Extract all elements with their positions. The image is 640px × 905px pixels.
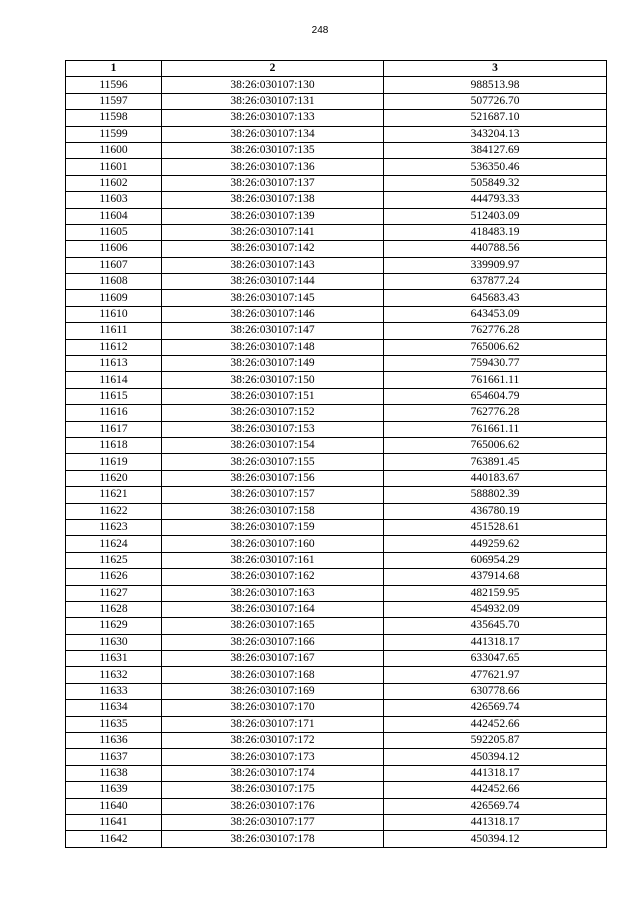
table-cell: 11613 [66, 356, 162, 372]
table-cell: 988513.98 [384, 77, 607, 93]
table-row [66, 601, 607, 617]
table-row [66, 503, 607, 519]
table-row [66, 519, 607, 535]
table-cell: 444793.33 [384, 192, 607, 208]
table-cell: 442452.66 [384, 716, 607, 732]
table-cell: 435645.70 [384, 618, 607, 634]
table-cell: 11619 [66, 454, 162, 470]
table-cell: 11614 [66, 372, 162, 388]
table-cell: 763891.45 [384, 454, 607, 470]
table-cell: 11632 [66, 667, 162, 683]
table-row [66, 339, 607, 355]
table-cell: 441318.17 [384, 814, 607, 830]
table-body [66, 77, 607, 847]
table-cell: 521687.10 [384, 110, 607, 126]
column-header: 2 [162, 61, 384, 77]
table-cell: 11608 [66, 274, 162, 290]
table-cell: 11636 [66, 733, 162, 749]
table-cell: 11611 [66, 323, 162, 339]
table-cell: 11615 [66, 388, 162, 404]
table-cell: 38:26:030107:138 [162, 192, 384, 208]
table-row [66, 421, 607, 437]
table-row [66, 618, 607, 634]
table-cell: 436780.19 [384, 503, 607, 519]
table-row [66, 569, 607, 585]
table-row [66, 831, 607, 847]
table-cell: 38:26:030107:162 [162, 569, 384, 585]
table-cell: 38:26:030107:175 [162, 782, 384, 798]
table-cell: 536350.46 [384, 159, 607, 175]
table-cell: 38:26:030107:146 [162, 306, 384, 322]
table-row [66, 536, 607, 552]
table-row [66, 192, 607, 208]
table-cell: 38:26:030107:135 [162, 142, 384, 158]
table-cell: 637877.24 [384, 274, 607, 290]
table-cell: 38:26:030107:156 [162, 470, 384, 486]
table-row [66, 814, 607, 830]
table-row [66, 454, 607, 470]
table-row [66, 651, 607, 667]
table-row [66, 257, 607, 273]
table-cell: 11606 [66, 241, 162, 257]
table-cell: 11630 [66, 634, 162, 650]
table-cell: 38:26:030107:170 [162, 700, 384, 716]
table-cell: 38:26:030107:168 [162, 667, 384, 683]
table-cell: 761661.11 [384, 421, 607, 437]
table-cell: 11603 [66, 192, 162, 208]
table-cell: 38:26:030107:165 [162, 618, 384, 634]
table-row [66, 77, 607, 93]
table-cell: 38:26:030107:178 [162, 831, 384, 847]
table-row [66, 733, 607, 749]
table-cell: 11641 [66, 814, 162, 830]
table-cell: 38:26:030107:154 [162, 437, 384, 453]
table-cell: 450394.12 [384, 749, 607, 765]
table-cell: 38:26:030107:144 [162, 274, 384, 290]
table-row [66, 700, 607, 716]
column-header: 1 [66, 61, 162, 77]
table-cell: 11609 [66, 290, 162, 306]
table-row [66, 142, 607, 158]
table-cell: 11623 [66, 519, 162, 535]
table-cell: 11597 [66, 93, 162, 109]
table-cell: 38:26:030107:157 [162, 487, 384, 503]
table-cell: 38:26:030107:172 [162, 733, 384, 749]
table-cell: 11598 [66, 110, 162, 126]
table-cell: 38:26:030107:171 [162, 716, 384, 732]
table-row [66, 93, 607, 109]
table-row [66, 683, 607, 699]
table-row [66, 798, 607, 814]
table-cell: 11634 [66, 700, 162, 716]
table-cell: 11604 [66, 208, 162, 224]
table-cell: 11620 [66, 470, 162, 486]
table-cell: 11635 [66, 716, 162, 732]
table-cell: 11631 [66, 651, 162, 667]
table-row [66, 405, 607, 421]
table-cell: 38:26:030107:152 [162, 405, 384, 421]
table-cell: 11600 [66, 142, 162, 158]
table-cell: 38:26:030107:139 [162, 208, 384, 224]
table-cell: 11640 [66, 798, 162, 814]
table-cell: 450394.12 [384, 831, 607, 847]
table-row [66, 716, 607, 732]
table-cell: 11605 [66, 224, 162, 240]
table-cell: 11639 [66, 782, 162, 798]
table-cell: 11602 [66, 175, 162, 191]
table-cell: 449259.62 [384, 536, 607, 552]
table-cell: 11642 [66, 831, 162, 847]
table-cell: 38:26:030107:145 [162, 290, 384, 306]
table-row [66, 224, 607, 240]
table-row [66, 667, 607, 683]
table-cell: 442452.66 [384, 782, 607, 798]
data-table [65, 60, 607, 848]
table-cell: 38:26:030107:148 [162, 339, 384, 355]
table-cell: 759430.77 [384, 356, 607, 372]
table-cell: 11628 [66, 601, 162, 617]
table-cell: 418483.19 [384, 224, 607, 240]
table-cell: 38:26:030107:147 [162, 323, 384, 339]
table-cell: 38:26:030107:130 [162, 77, 384, 93]
table-header-row [66, 61, 607, 77]
table-cell: 441318.17 [384, 765, 607, 781]
table-cell: 11610 [66, 306, 162, 322]
table-cell: 512403.09 [384, 208, 607, 224]
table-row [66, 782, 607, 798]
table-cell: 11625 [66, 552, 162, 568]
table-cell: 38:26:030107:142 [162, 241, 384, 257]
table-cell: 762776.28 [384, 405, 607, 421]
table-cell: 606954.29 [384, 552, 607, 568]
table-cell: 11626 [66, 569, 162, 585]
table-cell: 384127.69 [384, 142, 607, 158]
table-cell: 11599 [66, 126, 162, 142]
table-cell: 11618 [66, 437, 162, 453]
table-cell: 654604.79 [384, 388, 607, 404]
table-row [66, 634, 607, 650]
table-cell: 339909.97 [384, 257, 607, 273]
table-cell: 426569.74 [384, 700, 607, 716]
table-cell: 38:26:030107:131 [162, 93, 384, 109]
table-row [66, 749, 607, 765]
table-cell: 38:26:030107:159 [162, 519, 384, 535]
table-row [66, 208, 607, 224]
table-row [66, 372, 607, 388]
table-row [66, 585, 607, 601]
table-cell: 38:26:030107:137 [162, 175, 384, 191]
table-cell: 11627 [66, 585, 162, 601]
table-row [66, 437, 607, 453]
table-cell: 11624 [66, 536, 162, 552]
table-cell: 11637 [66, 749, 162, 765]
table-cell: 38:26:030107:141 [162, 224, 384, 240]
table-row [66, 487, 607, 503]
table-cell: 11629 [66, 618, 162, 634]
table-row [66, 110, 607, 126]
table-row [66, 175, 607, 191]
table-cell: 38:26:030107:155 [162, 454, 384, 470]
table-row [66, 126, 607, 142]
table-cell: 451528.61 [384, 519, 607, 535]
table-cell: 11616 [66, 405, 162, 421]
table-cell: 630778.66 [384, 683, 607, 699]
table-row [66, 159, 607, 175]
table-cell: 765006.62 [384, 437, 607, 453]
column-header: 3 [384, 61, 607, 77]
table-cell: 761661.11 [384, 372, 607, 388]
table-cell: 437914.68 [384, 569, 607, 585]
table-cell: 38:26:030107:176 [162, 798, 384, 814]
table-cell: 426569.74 [384, 798, 607, 814]
table-cell: 343204.13 [384, 126, 607, 142]
table-row [66, 552, 607, 568]
table-cell: 38:26:030107:150 [162, 372, 384, 388]
table-cell: 38:26:030107:167 [162, 651, 384, 667]
page-number: 248 [311, 25, 329, 36]
table-row [66, 306, 607, 322]
table-cell: 11617 [66, 421, 162, 437]
table-cell: 440788.56 [384, 241, 607, 257]
table-cell: 482159.95 [384, 585, 607, 601]
table-cell: 633047.65 [384, 651, 607, 667]
table-cell: 11638 [66, 765, 162, 781]
table-row [66, 274, 607, 290]
table-cell: 765006.62 [384, 339, 607, 355]
table-cell: 38:26:030107:133 [162, 110, 384, 126]
table-row [66, 765, 607, 781]
table-cell: 454932.09 [384, 601, 607, 617]
table-cell: 38:26:030107:143 [162, 257, 384, 273]
table-cell: 38:26:030107:166 [162, 634, 384, 650]
table-row [66, 388, 607, 404]
table-cell: 38:26:030107:160 [162, 536, 384, 552]
table-cell: 38:26:030107:161 [162, 552, 384, 568]
table-cell: 38:26:030107:149 [162, 356, 384, 372]
table-cell: 477621.97 [384, 667, 607, 683]
table-cell: 507726.70 [384, 93, 607, 109]
table-cell: 38:26:030107:177 [162, 814, 384, 830]
table-cell: 38:26:030107:174 [162, 765, 384, 781]
table-cell: 11596 [66, 77, 162, 93]
table-cell: 11612 [66, 339, 162, 355]
table-cell: 11607 [66, 257, 162, 273]
table-cell: 440183.67 [384, 470, 607, 486]
table-cell: 11622 [66, 503, 162, 519]
table-cell: 38:26:030107:158 [162, 503, 384, 519]
table-cell: 38:26:030107:153 [162, 421, 384, 437]
table-cell: 441318.17 [384, 634, 607, 650]
table-cell: 762776.28 [384, 323, 607, 339]
table-cell: 38:26:030107:169 [162, 683, 384, 699]
table-cell: 11633 [66, 683, 162, 699]
table-cell: 38:26:030107:164 [162, 601, 384, 617]
table-cell: 38:26:030107:151 [162, 388, 384, 404]
table-cell: 38:26:030107:173 [162, 749, 384, 765]
table-cell: 592205.87 [384, 733, 607, 749]
table-cell: 38:26:030107:134 [162, 126, 384, 142]
table-cell: 645683.43 [384, 290, 607, 306]
table-row [66, 470, 607, 486]
table-cell: 11621 [66, 487, 162, 503]
table-cell: 505849.32 [384, 175, 607, 191]
table-cell: 38:26:030107:136 [162, 159, 384, 175]
table-row [66, 290, 607, 306]
table-cell: 38:26:030107:163 [162, 585, 384, 601]
table-cell: 588802.39 [384, 487, 607, 503]
table-cell: 11601 [66, 159, 162, 175]
table-row [66, 241, 607, 257]
table-row [66, 356, 607, 372]
table-cell: 643453.09 [384, 306, 607, 322]
table-row [66, 323, 607, 339]
